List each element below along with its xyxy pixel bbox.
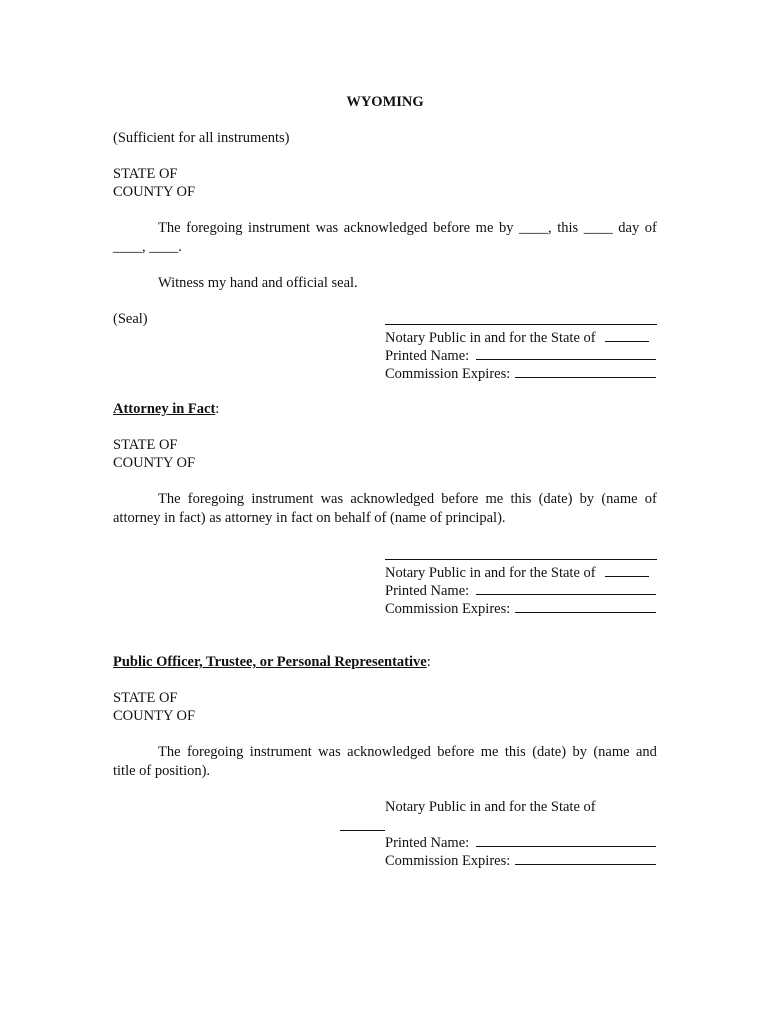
state-label: STATE OF	[113, 166, 178, 182]
document-title: WYOMING	[346, 94, 424, 110]
word: acknowledged	[350, 491, 435, 507]
state-blank-field[interactable]	[340, 830, 385, 831]
word: ____	[583, 220, 613, 236]
printed-name-field[interactable]	[476, 346, 656, 360]
printed-name-label: Printed Name:	[385, 835, 470, 851]
county-label: COUNTY OF	[113, 708, 196, 724]
word: this	[510, 491, 532, 507]
word: The	[158, 220, 181, 236]
word: this	[557, 220, 579, 236]
printed-name-label: Printed Name:	[385, 348, 470, 364]
acknowledgment-line-2: ____, ____.	[113, 239, 182, 255]
word: was	[320, 491, 344, 507]
word: foregoing	[186, 744, 244, 760]
commission-expires-field[interactable]	[515, 851, 656, 865]
commission-expires-label: Commission Expires:	[385, 853, 511, 869]
notary-signature-line[interactable]	[385, 324, 657, 325]
acknowledgment-line-1	[158, 490, 657, 508]
word: of	[644, 220, 657, 236]
document-subtitle: (Sufficient for all instruments)	[113, 130, 290, 146]
heading-colon: :	[215, 401, 220, 417]
state-label: STATE OF	[113, 690, 178, 706]
word: (date)	[538, 491, 573, 507]
seal-label: (Seal)	[113, 311, 148, 327]
word: acknowledged	[347, 744, 431, 760]
commission-expires-row	[385, 599, 656, 618]
word: (name	[593, 744, 630, 760]
state-blank-field[interactable]	[605, 563, 649, 577]
commission-expires-field[interactable]	[515, 364, 656, 378]
acknowledgment-line-2: title of position).	[113, 763, 211, 779]
acknowledgment-line-1	[158, 743, 657, 761]
commission-expires-field[interactable]	[515, 599, 656, 613]
attorney-in-fact-heading-row	[113, 400, 219, 418]
commission-expires-row	[385, 364, 656, 383]
county-label: COUNTY OF	[113, 184, 196, 200]
acknowledgment-line-2: attorney in fact) as attorney in fact on behalf of (name of principal).	[113, 510, 506, 526]
notary-state-row	[385, 328, 649, 347]
commission-expires-label: Commission Expires:	[385, 601, 511, 617]
word: instrument	[251, 491, 314, 507]
printed-name-row	[385, 581, 656, 600]
printed-name-label: Printed Name:	[385, 583, 470, 599]
attorney-in-fact-heading: Attorney in Fact	[113, 401, 216, 417]
word: before	[433, 220, 471, 236]
notary-state-row	[385, 563, 649, 582]
printed-name-row	[385, 833, 656, 852]
word: this	[504, 744, 526, 760]
commission-expires-label: Commission Expires:	[385, 366, 511, 382]
heading-colon: :	[426, 654, 431, 670]
word: ____,	[519, 220, 552, 236]
word: acknowledged	[343, 220, 428, 236]
word: before	[441, 491, 479, 507]
word: was	[315, 220, 339, 236]
notary-signature-line[interactable]	[385, 559, 657, 560]
witness-statement: Witness my hand and official seal.	[158, 275, 358, 291]
word: day	[618, 220, 640, 236]
public-officer-heading: Public Officer, Trustee, or Personal Representative	[113, 654, 427, 670]
word: foregoing	[186, 220, 243, 236]
word: The	[158, 744, 181, 760]
word: me	[480, 744, 499, 760]
commission-expires-row	[385, 851, 656, 870]
acknowledgment-line-1	[158, 219, 657, 237]
word: (date)	[532, 744, 567, 760]
word: by	[579, 491, 595, 507]
word: by	[498, 220, 514, 236]
county-label: COUNTY OF	[113, 455, 196, 471]
notary-state-label: Notary Public in and for the State of	[385, 565, 596, 581]
printed-name-field[interactable]	[476, 833, 656, 847]
word: instrument	[248, 220, 311, 236]
word: of	[644, 491, 657, 507]
word: before	[437, 744, 475, 760]
notary-state-label: Notary Public in and for the State of	[385, 330, 596, 346]
word: me	[485, 491, 504, 507]
word: me	[475, 220, 494, 236]
word: foregoing	[187, 491, 245, 507]
word: and	[635, 744, 657, 760]
word: instrument	[249, 744, 312, 760]
word: The	[158, 491, 181, 507]
word: by	[572, 744, 587, 760]
public-officer-heading-row	[113, 653, 431, 671]
word: was	[318, 744, 341, 760]
printed-name-row	[385, 346, 656, 365]
notary-state-label: Notary Public in and for the State of	[385, 799, 596, 815]
state-blank-field[interactable]	[605, 328, 649, 342]
word: (name	[601, 491, 638, 507]
printed-name-field[interactable]	[476, 581, 656, 595]
state-label: STATE OF	[113, 437, 178, 453]
